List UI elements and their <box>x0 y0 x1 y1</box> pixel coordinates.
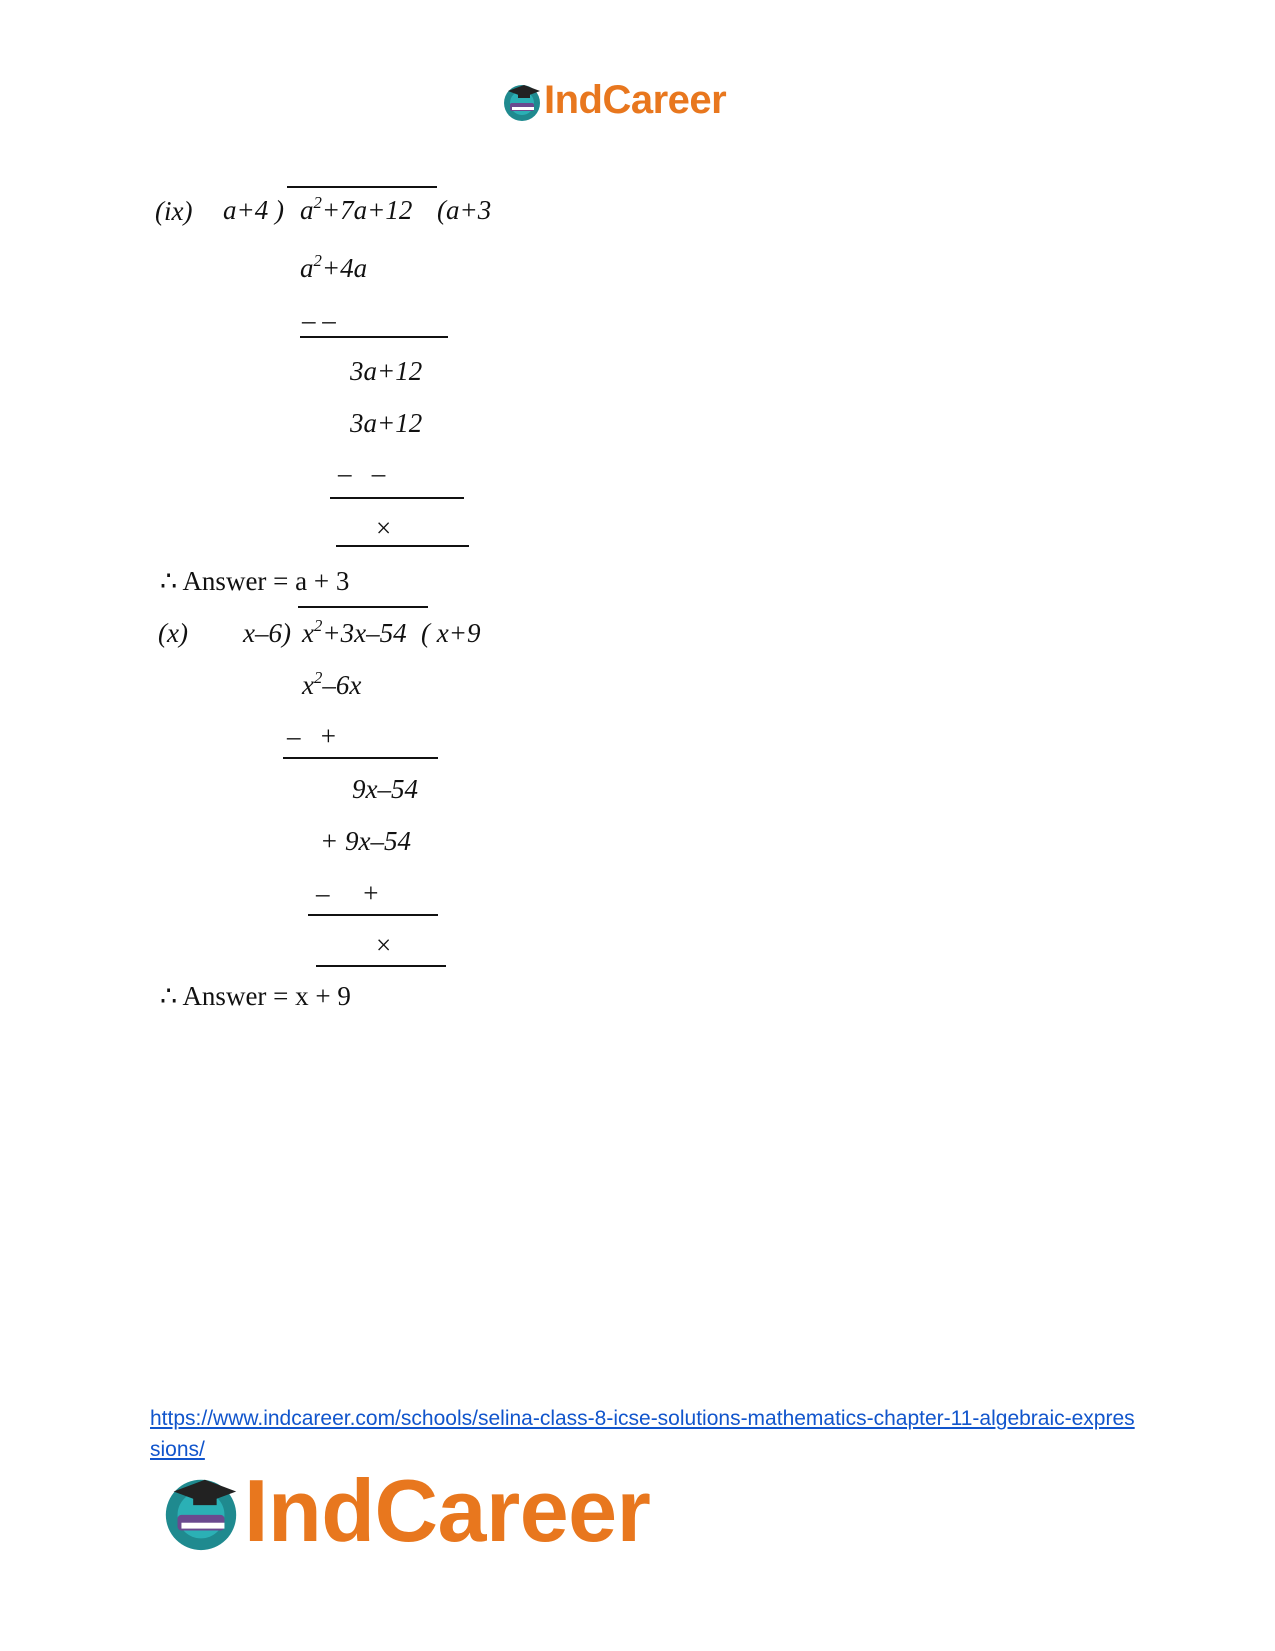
problem-x-remainder1: 9x–54 <box>352 774 418 804</box>
problem-ix-divisor: a+4 ) <box>223 195 284 225</box>
problem-ix-dividend: $a^2+7a+12$ <box>300 193 413 225</box>
problem-ix-division-bar <box>287 186 437 188</box>
problem-x-quotient: ( x+9 <box>421 618 481 648</box>
header-logo-text: IndCareer <box>544 78 727 122</box>
source-url-link[interactable]: https://www.indcareer.com/schools/selina-class-8-icse-solutions-mathematics-chapter-11-algebraic-expressions/ <box>150 1407 1135 1461</box>
problem-x-label: (x) <box>158 618 188 648</box>
problem-x-final: × <box>376 930 392 960</box>
problem-ix-rule1 <box>300 336 448 338</box>
problem-ix-final: × <box>376 513 392 543</box>
problem-ix-answer: ∴ Answer = a + 3 <box>160 566 350 596</box>
problem-x-dividend: $x^2+3x-54$ <box>302 616 407 648</box>
problem-ix-step2: 3a+12 <box>350 408 423 438</box>
problem-x-step2: + 9x–54 <box>320 826 411 856</box>
header-logo <box>500 78 726 123</box>
footer-logo <box>158 1460 650 1562</box>
problem-x-signs1: – + <box>287 721 336 751</box>
problem-x-division-bar <box>298 606 428 608</box>
problem-x-rule1 <box>283 757 438 759</box>
problem-ix-signs1: – – <box>302 305 336 335</box>
problem-ix-rule3 <box>336 545 469 547</box>
problem-x-rule3 <box>316 965 446 967</box>
problem-ix-signs2: – – <box>338 458 386 488</box>
problem-ix-quotient: (a+3 <box>437 195 492 225</box>
problem-x-rule2 <box>308 914 438 916</box>
problem-x-step1: $x^2-6x$ <box>302 668 362 700</box>
problem-ix-label: (ix) <box>155 196 193 226</box>
graduation-cap-globe-icon <box>158 1468 244 1554</box>
problem-x-signs2: – + <box>316 878 379 908</box>
problem-ix-rule2 <box>330 497 464 499</box>
problem-x-divisor: x–6) <box>243 618 291 648</box>
graduation-cap-globe-icon <box>500 79 544 123</box>
problem-ix-remainder1: 3a+12 <box>350 356 423 386</box>
problem-x-answer: ∴ Answer = x + 9 <box>160 981 351 1011</box>
footer-logo-text: IndCareer <box>244 1461 651 1560</box>
problem-ix-step1: $a^2+4a$ <box>300 251 368 283</box>
